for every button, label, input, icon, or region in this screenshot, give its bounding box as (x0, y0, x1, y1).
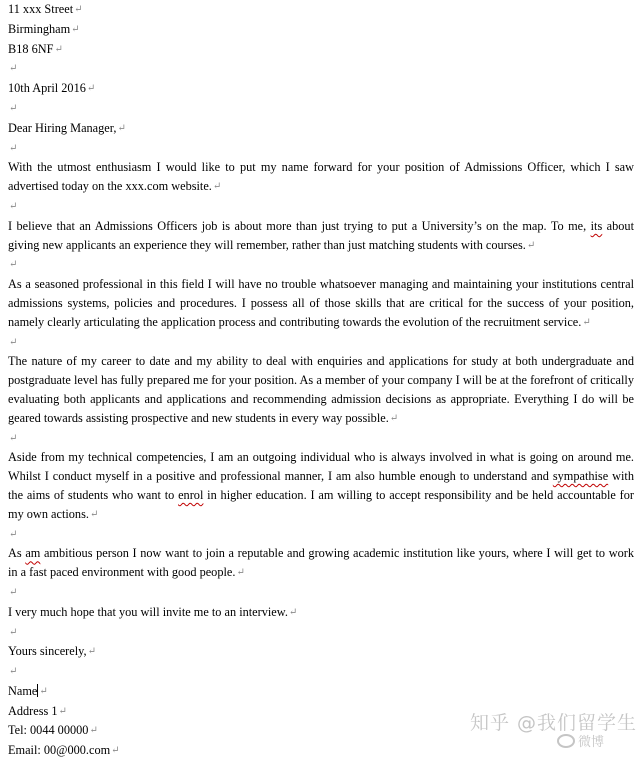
paragraph-interview: I very much hope that you will invite me to an interview.↵ (8, 604, 298, 619)
signature-email: Email: 00@000.com↵ (8, 743, 120, 758)
empty-line: ↵ (9, 102, 18, 114)
paragraph-personality: Aside from my technical competencies, I am an outgoing individual who is always involved in what is going on around me. Whilst I conduct myself in a positive and professional manner, I am also humble enough to understand and sympathise with the aims of students who want to enrol in higher education. I am willing to accept responsibility and be held accountable for my own actions.↵ (8, 450, 634, 521)
signature-name: Name ↵ (8, 683, 48, 698)
paragraph-belief: I believe that an Admissions Officers job is about more than just trying to put a University’s on the map. To me, its about giving new applicants an experience they will remember, rather than just matching students with courses.↵ (8, 218, 634, 252)
paragraph-career: The nature of my career to date and my ability to deal with enquiries and applications for study at both undergraduate and postgraduate level has fully prepared me for your position. As a member of your company I will be at the forefront of critically evaluating both applicants and applications and recommending admission decisions as appropriate. Everything I do will be geared towards assisting prospective and new students in every way possible.↵ (8, 354, 634, 425)
sender-postcode: B18 6NF↵ (8, 41, 63, 56)
spelling-flag[interactable]: am (25, 546, 41, 561)
watermark-text: 知乎 @我们留学生 (470, 712, 638, 734)
paragraph-experience: As a seasoned professional in this field I will have no trouble whatsoever managing and maintaining your institutions central admissions systems, policies and procedures. I possess all of those skills that are critical for the success of your position, namely clearly articulating the application process and contributing towards the evolution of the recruitment service.↵ (8, 277, 634, 329)
letter-date: 10th April 2016↵ (8, 81, 96, 96)
empty-line: ↵ (9, 259, 18, 271)
closing: Yours sincerely,↵ (8, 644, 96, 659)
empty-line: ↵ (9, 528, 18, 540)
sender-street: 11 xxx Street↵ (8, 2, 83, 16)
empty-line: ↵ (9, 200, 18, 212)
spelling-flag[interactable]: enrol (178, 487, 204, 502)
document-body[interactable] (8, 0, 634, 761)
salutation: Dear Hiring Manager,↵ (8, 120, 126, 135)
empty-line: ↵ (9, 666, 18, 678)
paragraph-intro: With the utmost enthusiasm I would like to put my name forward for your position of Admissions Officer, which I saw advertised today on the xxx.com website.↵ (8, 160, 634, 194)
empty-line: ↵ (9, 432, 18, 444)
signature-address: Address 1↵ (8, 703, 67, 718)
signature-tel: Tel: 0044 00000↵ (8, 723, 98, 738)
empty-line: ↵ (9, 586, 18, 598)
sender-city: Birmingham↵ (8, 21, 80, 36)
paragraph-ambition: As am ambitious person I now want to join a reputable and growing academic institution like yours, where I will get to work in a fast paced environment with good people.↵ (8, 546, 634, 580)
empty-line: ↵ (9, 336, 18, 348)
spelling-flag[interactable]: its (590, 218, 603, 233)
watermark-sub: 微博 (578, 735, 605, 750)
weibo-icon (557, 734, 575, 748)
spelling-flag[interactable]: sympathise (552, 469, 609, 484)
empty-line: ↵ (9, 63, 18, 75)
empty-line: ↵ (9, 626, 18, 638)
empty-line: ↵ (9, 142, 18, 154)
